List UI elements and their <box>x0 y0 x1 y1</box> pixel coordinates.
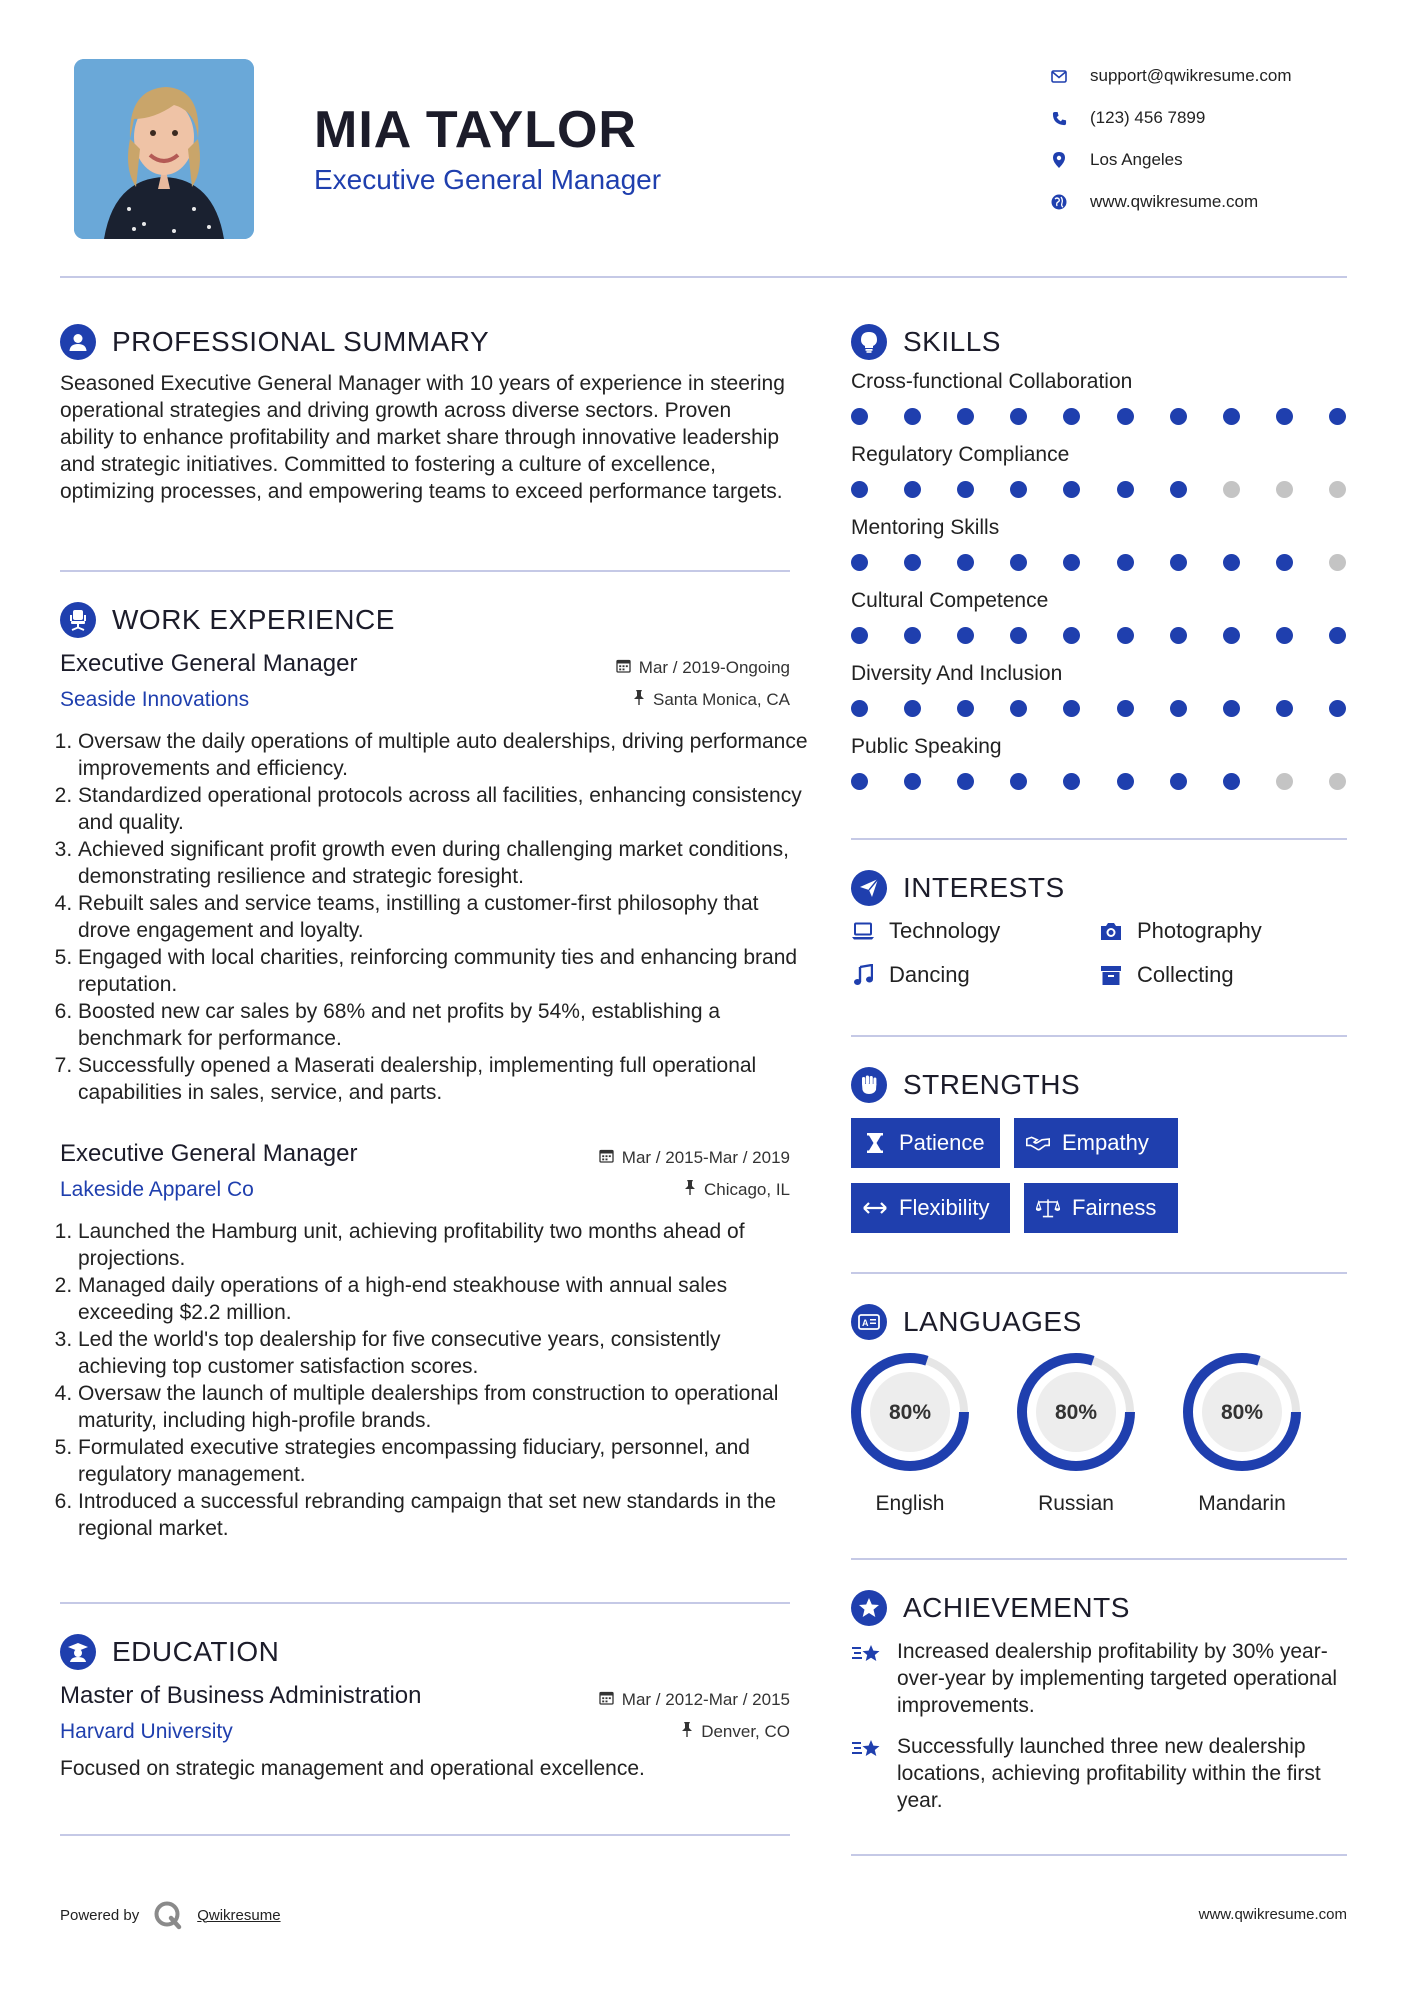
job-bullet: 6. Boosted new car sales by 68% and net profits by 54%, establishing a benchmark for performance. <box>78 998 808 1052</box>
contact-website[interactable] <box>1050 181 1292 223</box>
skill-name: Diversity And Inclusion <box>851 662 1063 685</box>
skill-rating <box>851 481 1347 499</box>
summary-text: Seasoned Executive General Manager with 10 years of experience in steering operational strategies and driving growth across diverse sectors. Proven ability to enhance profitability and market share through innovative leadership and strategic initiatives. Committed to fostering a culture of excellence, optimizing processes, and empowering teams to exceed performance targets. <box>60 372 785 503</box>
skill-name: Regulatory Compliance <box>851 443 1070 466</box>
education-location-text: Denver, CO <box>701 1722 790 1741</box>
strength-label: Patience <box>899 1130 985 1155</box>
skill-dot-filled <box>957 554 974 571</box>
footer-brand-link[interactable]: Qwikresume <box>197 1906 281 1924</box>
svg-text:A: A <box>862 1318 869 1328</box>
skill-dot-filled <box>1170 408 1187 425</box>
strength-label: Empathy <box>1062 1130 1149 1155</box>
job-bullet: 1. Launched the Hamburg unit, achieving profitability two months ahead of projections. <box>78 1218 808 1272</box>
language-item <box>848 1350 972 1516</box>
pushpin-icon <box>633 690 645 710</box>
language-item <box>1180 1350 1304 1516</box>
strengths-divider <box>851 1272 1347 1274</box>
language-percent: 80% <box>888 1401 932 1424</box>
strength-chip-patience <box>851 1118 1000 1168</box>
interest-label: Technology <box>889 918 1001 943</box>
job-bullet: 4. Oversaw the launch of multiple dealerships from construction to operational maturity, including high-profile brands. <box>78 1380 808 1434</box>
interest-label: Dancing <box>889 962 970 987</box>
language-progress-ring <box>1180 1350 1304 1474</box>
achievement-text: Successfully launched three new dealership locations, achieving profitability within the first year. <box>897 1735 1321 1812</box>
interest-label: Photography <box>1137 918 1262 943</box>
job-bullet: 7. Successfully opened a Maserati dealership, implementing full operational capabilities in sales, service, and parts. <box>78 1052 808 1106</box>
pushpin-icon <box>681 1722 693 1742</box>
education-location <box>440 1722 790 1742</box>
skill-dot-empty <box>1276 773 1293 790</box>
job-achievements-list <box>60 1218 808 1542</box>
languages-divider <box>851 1558 1347 1560</box>
achievement-item <box>851 1638 1347 1719</box>
skill-dot-filled <box>904 481 921 498</box>
skill-dot-filled <box>904 700 921 717</box>
skill-dot-filled <box>851 773 868 790</box>
skill-dot-filled <box>904 627 921 644</box>
skill-dot-filled <box>1010 627 1027 644</box>
experience-heading: WORK EXPERIENCE <box>112 604 395 635</box>
star-badge-icon <box>851 1590 887 1626</box>
interest-technology <box>851 918 1000 944</box>
skill-dot-filled <box>1117 554 1134 571</box>
skill-dot-filled <box>1223 700 1240 717</box>
envelope-icon <box>1050 67 1068 85</box>
hourglass-icon <box>863 1131 887 1155</box>
shooting-star-icon <box>851 1733 885 1814</box>
skill-dot-filled <box>851 700 868 717</box>
shooting-star-icon <box>851 1638 885 1719</box>
summary-divider <box>60 570 790 572</box>
music-note-icon <box>851 963 875 987</box>
skill-dot-filled <box>957 408 974 425</box>
skill-dot-filled <box>1010 773 1027 790</box>
globe-icon <box>1050 193 1068 211</box>
qwikresume-logo-icon <box>153 1900 183 1930</box>
skill-dot-filled <box>1223 773 1240 790</box>
phone-icon <box>1050 109 1068 127</box>
languages-heading: LANGUAGES <box>903 1306 1082 1337</box>
lightbulb-icon <box>851 324 887 360</box>
skill-dot-filled <box>1010 700 1027 717</box>
skill-dot-filled <box>904 773 921 790</box>
education-heading: EDUCATION <box>112 1636 280 1667</box>
interest-collecting <box>1099 962 1234 988</box>
job-bullet: 4. Rebuilt sales and service teams, instilling a customer-first philosophy that drove engagement and loyalty. <box>78 890 808 944</box>
skill-name: Public Speaking <box>851 735 1002 758</box>
skills-divider <box>851 838 1347 840</box>
handshake-icon <box>1026 1131 1050 1155</box>
archive-box-icon <box>1099 963 1123 987</box>
language-name: Mandarin <box>1198 1492 1286 1515</box>
skill-dot-filled <box>1170 627 1187 644</box>
skill-dot-filled <box>1010 408 1027 425</box>
powered-by-text: Powered by <box>60 1906 140 1924</box>
interests-divider <box>851 1035 1347 1037</box>
skill-dot-filled <box>851 481 868 498</box>
skill-dot-filled <box>1010 481 1027 498</box>
section-interests <box>851 870 1065 906</box>
school-name: Harvard University <box>60 1720 233 1743</box>
skill-dot-filled <box>1010 554 1027 571</box>
camera-icon <box>1099 919 1123 943</box>
contact-email-text: support@qwikresume.com <box>1090 66 1292 85</box>
job-location-text: Chicago, IL <box>704 1180 790 1199</box>
paper-plane-icon <box>851 870 887 906</box>
skill-dot-filled <box>957 700 974 717</box>
job-title: Executive General Manager <box>60 650 358 677</box>
job-title: Executive General Manager <box>60 1140 358 1167</box>
section-strengths <box>851 1067 1080 1103</box>
footer-powered-by <box>60 1900 281 1930</box>
skill-dot-filled <box>1117 481 1134 498</box>
strength-chip-flexibility <box>851 1183 1010 1233</box>
language-percent: 80% <box>1054 1401 1098 1424</box>
skill-rating <box>851 700 1347 718</box>
skill-rating <box>851 554 1347 572</box>
graduate-icon <box>60 1634 96 1670</box>
skill-dot-filled <box>904 554 921 571</box>
contact-email[interactable] <box>1050 55 1292 97</box>
candidate-name: MIA TAYLOR <box>314 101 637 159</box>
education-dates-text: Mar / 2012-Mar / 2015 <box>621 1690 790 1709</box>
job-bullet: 5. Engaged with local charities, reinforcing community ties and enhancing brand reputation. <box>78 944 808 998</box>
job-dates <box>440 1148 790 1168</box>
calendar-icon <box>599 1148 614 1168</box>
job-bullet: 5. Formulated executive strategies encompassing fiduciary, personnel, and regulatory management. <box>78 1434 808 1488</box>
section-professional-summary <box>60 324 489 360</box>
interest-label: Collecting <box>1137 962 1234 987</box>
skill-rating <box>851 627 1347 645</box>
skill-dot-filled <box>1276 408 1293 425</box>
laptop-icon <box>851 919 875 943</box>
section-languages <box>851 1304 1082 1340</box>
skill-dot-filled <box>957 773 974 790</box>
job-bullet: 6. Introduced a successful rebranding campaign that set new standards in the regional market. <box>78 1488 808 1542</box>
calendar-icon <box>616 658 631 678</box>
job-dates <box>440 658 790 678</box>
skill-dot-filled <box>1117 627 1134 644</box>
interest-photography <box>1099 918 1262 944</box>
header-divider <box>60 276 1347 278</box>
interests-heading: INTERESTS <box>903 872 1065 903</box>
skill-dot-filled <box>1329 627 1346 644</box>
degree-title: Master of Business Administration <box>60 1682 422 1709</box>
language-name: Russian <box>1038 1492 1114 1515</box>
strength-chip-fairness <box>1024 1183 1178 1233</box>
job-company: Seaside Innovations <box>60 688 250 711</box>
skill-dot-filled <box>1170 773 1187 790</box>
arrows-horizontal-icon <box>863 1196 887 1220</box>
skill-dot-filled <box>904 408 921 425</box>
skill-dot-empty <box>1223 481 1240 498</box>
raised-fist-icon <box>851 1067 887 1103</box>
job-dates-text: Mar / 2015-Mar / 2019 <box>621 1148 790 1167</box>
job-bullet: 3. Led the world's top dealership for five consecutive years, consistently achieving top customer satisfaction scores. <box>78 1326 808 1380</box>
job-location <box>440 690 790 710</box>
job-location-text: Santa Monica, CA <box>652 690 790 709</box>
skill-dot-filled <box>1276 554 1293 571</box>
contact-location <box>1050 139 1292 181</box>
skill-dot-filled <box>957 627 974 644</box>
skill-rating <box>851 773 1347 791</box>
strength-label: Flexibility <box>899 1195 990 1220</box>
summary-heading: PROFESSIONAL SUMMARY <box>112 326 490 357</box>
job-dates-text: Mar / 2019-Ongoing <box>638 658 790 677</box>
skill-dot-filled <box>957 481 974 498</box>
job-location <box>440 1180 790 1200</box>
contact-block <box>1050 55 1292 223</box>
strength-chip-empathy <box>1014 1118 1178 1168</box>
skill-name: Mentoring Skills <box>851 516 1000 539</box>
achievement-item <box>851 1733 1347 1814</box>
contact-location-text: Los Angeles <box>1090 150 1183 169</box>
skill-name: Cross-functional Collaboration <box>851 370 1133 393</box>
job-company: Lakeside Apparel Co <box>60 1178 254 1201</box>
skill-dot-filled <box>1063 700 1080 717</box>
skill-dot-filled <box>1329 408 1346 425</box>
section-education <box>60 1634 279 1670</box>
strengths-heading: STRENGTHS <box>903 1069 1081 1100</box>
skill-dot-filled <box>1170 481 1187 498</box>
section-achievements <box>851 1590 1130 1626</box>
skill-dot-filled <box>1063 773 1080 790</box>
footer-website[interactable]: www.qwikresume.com <box>1198 1906 1347 1923</box>
skill-dot-filled <box>1276 627 1293 644</box>
job-bullet: 2. Standardized operational protocols across all facilities, enhancing consistency and quality. <box>78 782 808 836</box>
skill-dot-empty <box>1329 481 1346 498</box>
skill-dot-filled <box>1117 408 1134 425</box>
contact-website-text: www.qwikresume.com <box>1090 192 1259 211</box>
skill-dot-filled <box>1329 700 1346 717</box>
job-achievements-list <box>60 728 808 1106</box>
skill-dot-filled <box>851 554 868 571</box>
skills-heading: SKILLS <box>903 326 1001 357</box>
skill-dot-filled <box>1063 554 1080 571</box>
skill-dot-filled <box>851 627 868 644</box>
job-bullet: 3. Achieved significant profit growth even during challenging market conditions, demonstrating resilience and strategic foresight. <box>78 836 808 890</box>
skill-dot-filled <box>1063 408 1080 425</box>
skill-dot-filled <box>1223 627 1240 644</box>
skill-dot-filled <box>1117 700 1134 717</box>
user-icon <box>60 324 96 360</box>
achievements-heading: ACHIEVEMENTS <box>903 1592 1130 1623</box>
section-skills <box>851 324 1001 360</box>
education-dates <box>440 1690 790 1710</box>
skill-rating <box>851 408 1347 426</box>
education-description: Focused on strategic management and operational excellence. <box>60 1757 645 1780</box>
candidate-title: Executive General Manager <box>314 164 662 195</box>
language-icon <box>851 1304 887 1340</box>
achievements-divider <box>851 1854 1347 1856</box>
experience-divider <box>60 1602 790 1604</box>
map-pin-icon <box>1050 151 1068 169</box>
skill-name: Cultural Competence <box>851 589 1049 612</box>
language-item <box>1014 1350 1138 1516</box>
office-chair-icon <box>60 602 96 638</box>
contact-phone-text: (123) 456 7899 <box>1090 108 1206 127</box>
language-progress-ring <box>848 1350 972 1474</box>
skill-dot-empty <box>1329 773 1346 790</box>
achievement-text: Increased dealership profitability by 30% year-over-year by implementing targeted operational improvements. <box>897 1640 1338 1717</box>
profile-photo <box>74 59 254 239</box>
pushpin-icon <box>684 1180 696 1200</box>
skill-dot-empty <box>1276 481 1293 498</box>
calendar-icon <box>599 1690 614 1710</box>
skill-dot-empty <box>1329 554 1346 571</box>
skill-dot-filled <box>1170 700 1187 717</box>
skill-dot-filled <box>1063 627 1080 644</box>
skill-dot-filled <box>1063 481 1080 498</box>
job-bullet: 2. Managed daily operations of a high-end steakhouse with annual sales exceeding $2.2 million. <box>78 1272 808 1326</box>
contact-phone[interactable] <box>1050 97 1292 139</box>
language-progress-ring <box>1014 1350 1138 1474</box>
skill-dot-filled <box>1117 773 1134 790</box>
interest-dancing <box>851 962 970 988</box>
skill-dot-filled <box>851 408 868 425</box>
skill-dot-filled <box>1223 554 1240 571</box>
skill-dot-filled <box>1223 408 1240 425</box>
balance-scale-icon <box>1036 1196 1060 1220</box>
language-name: English <box>875 1492 945 1515</box>
job-bullet: 1. Oversaw the daily operations of multiple auto dealerships, driving performance improvements and efficiency. <box>78 728 808 782</box>
language-percent: 80% <box>1220 1401 1264 1424</box>
strength-label: Fairness <box>1072 1195 1157 1220</box>
section-work-experience <box>60 602 395 638</box>
skill-dot-filled <box>1276 700 1293 717</box>
skill-dot-filled <box>1170 554 1187 571</box>
education-divider <box>60 1834 790 1836</box>
